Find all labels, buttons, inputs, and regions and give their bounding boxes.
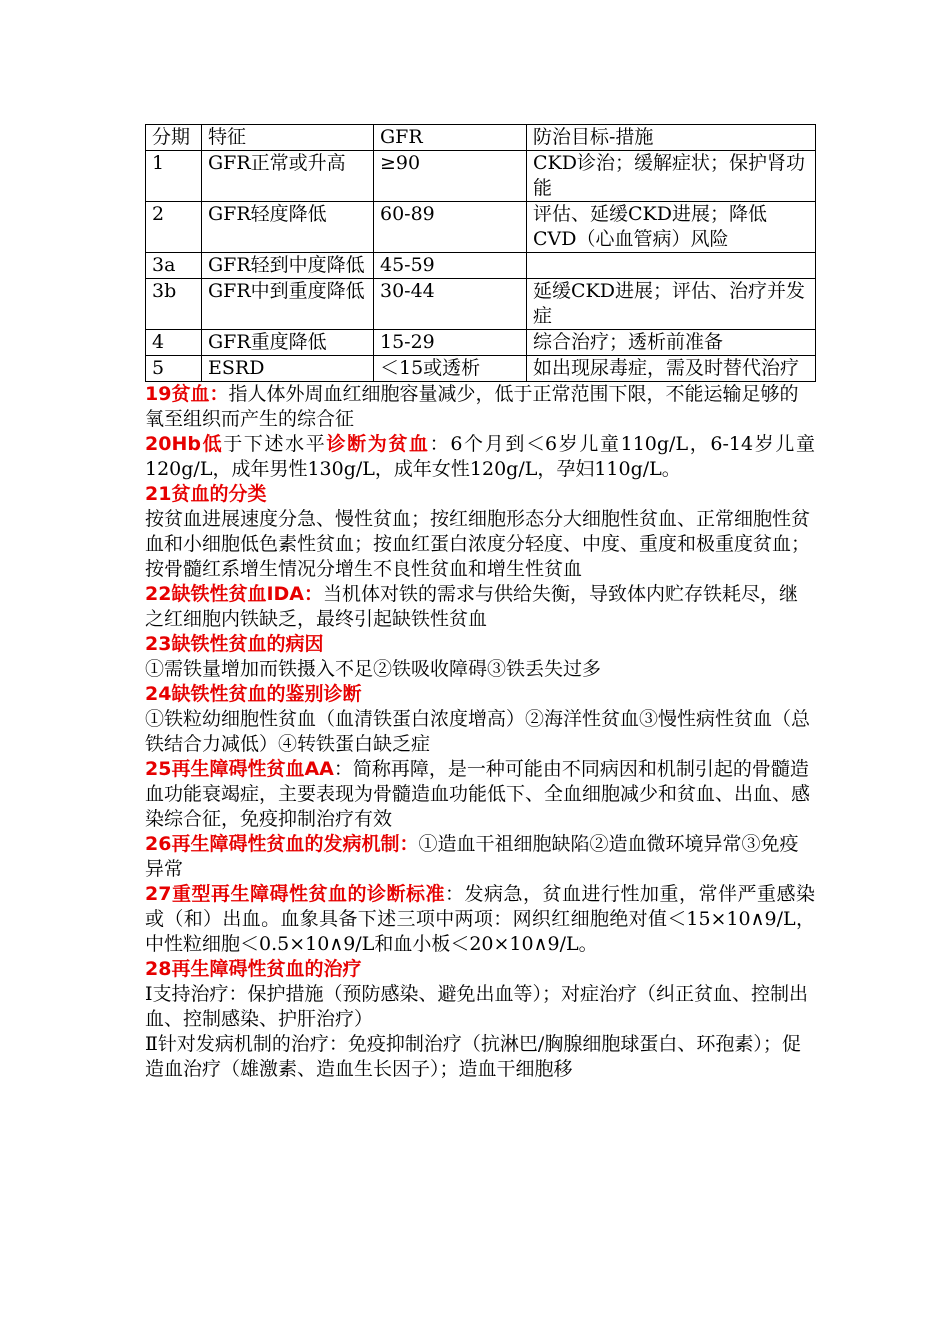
item-heading: 24缺铁性贫血的鉴别诊断 [145, 683, 362, 705]
table-cell: 5 [146, 356, 202, 382]
item-heading: 25再生障碍性贫血AA [145, 758, 334, 780]
table-cell: 3a [146, 253, 202, 279]
table-cell: GFR重度降低 [202, 330, 374, 356]
table-cell: 如出现尿毒症，需及时替代治疗 [527, 356, 816, 382]
table-row [146, 253, 816, 279]
item-body: 于下述水平 [223, 433, 327, 455]
item-25 [145, 757, 815, 832]
item-heading: 23缺铁性贫血的病因 [145, 633, 324, 655]
table-row [146, 202, 816, 253]
item-27 [145, 882, 815, 957]
table-row [146, 330, 816, 356]
table-cell: GFR轻度降低 [202, 202, 374, 253]
item-20 [145, 432, 815, 482]
table-cell: 1 [146, 151, 202, 202]
table-cell: CKD诊治；缓解症状；保护肾功能 [527, 151, 816, 202]
item-heading: 20Hb低 [145, 433, 224, 455]
item-28-body-1: Ⅰ支持治疗：保护措施（预防感染、避免出血等）；对症治疗（纠正贫血、控制出血、控制感染、护肝治疗） [145, 983, 809, 1030]
item-22 [145, 582, 815, 632]
item-28-body-2: Ⅱ针对发病机制的治疗：免疫抑制治疗（抗淋巴/胸腺细胞球蛋白、环孢素）；促造血治疗（雄激素、造血生长因子）；造血干细胞移 [145, 1033, 801, 1080]
item-26 [145, 832, 815, 882]
item-body: ：发病急，贫血进行性加重，常伴严重感染或（和）出血。血象具备下述三项中两项：网织红细胞绝对值＜15×10∧9/L，中性粒细胞＜0.5×10∧9/L和血小板＜20×10∧9/L。 [145, 883, 815, 955]
table-cell: 2 [146, 202, 202, 253]
table-cell: 综合治疗；透析前准备 [527, 330, 816, 356]
item-24 [145, 682, 815, 707]
item-heading: 27重型再生障碍性贫血的诊断标准 [145, 883, 445, 905]
table-cell: ESRD [202, 356, 374, 382]
item-body: 指人体外周血红细胞容量减少，低于正常范围下限，不能运输足够的氧至组织而产生的综合征 [145, 383, 799, 430]
table-cell: 30-44 [374, 279, 527, 330]
table-cell: 延缓CKD进展；评估、治疗并发症 [527, 279, 816, 330]
table-row [146, 279, 816, 330]
item-21 [145, 482, 815, 507]
table-row [146, 356, 816, 382]
table-cell [527, 253, 816, 279]
table-cell: GFR轻到中度降低 [202, 253, 374, 279]
table-header-cell: 防治目标-措施 [527, 125, 816, 151]
table-cell: GFR正常或升高 [202, 151, 374, 202]
item-body: ：6个月到＜6岁儿童110g/L，6-14岁儿童120g/L，成年男性130g/L，成年女性120g/L，孕妇110g/L。 [145, 433, 815, 480]
item-24-body: ①铁粒幼细胞性贫血（血清铁蛋白浓度增高）②海洋性贫血③慢性病性贫血（总铁结合力减低）④转铁蛋白缺乏症 [145, 708, 811, 755]
table-header-cell: 分期 [146, 125, 202, 151]
notes-body [145, 382, 815, 1082]
item-body: ：简称再障，是一种可能由不同病因和机制引起的骨髓造血功能衰竭症，主要表现为骨髓造血功能低下、全血细胞减少和贫血、出血、感染综合征，免疫抑制治疗有效 [145, 758, 811, 830]
table-cell: 60-89 [374, 202, 527, 253]
item-heading: 诊断为贫血 [326, 433, 430, 455]
item-19 [145, 382, 815, 432]
table-cell: ≥90 [374, 151, 527, 202]
table-cell: ＜15或透析 [374, 356, 527, 382]
table-cell: 3b [146, 279, 202, 330]
table-cell: 45-59 [374, 253, 527, 279]
table-header-row [146, 125, 816, 151]
item-heading: 19贫血： [145, 383, 229, 405]
item-heading: 28再生障碍性贫血的治疗 [145, 958, 362, 980]
table-cell: GFR中到重度降低 [202, 279, 374, 330]
item-body: 当机体对铁的需求与供给失衡，导致体内贮存铁耗尽，继之红细胞内铁缺乏，最终引起缺铁性贫血 [145, 583, 799, 630]
table-cell: 15-29 [374, 330, 527, 356]
table-cell: 4 [146, 330, 202, 356]
table-cell: 评估、延缓CKD进展；降低CVD（心血管病）风险 [527, 202, 816, 253]
ckd-stage-table [145, 124, 816, 382]
table-row [146, 151, 816, 202]
item-heading: 22缺铁性贫血IDA： [145, 583, 323, 605]
item-23 [145, 632, 815, 657]
item-heading: 21贫血的分类 [145, 483, 267, 505]
item-28 [145, 957, 815, 982]
item-body: ①造血干祖细胞缺陷②造血微环境异常③免疫异常 [145, 833, 799, 880]
table-header-cell: GFR [374, 125, 527, 151]
table-header-cell: 特征 [202, 125, 374, 151]
document-page [145, 124, 815, 1082]
item-23-body: ①需铁量增加而铁摄入不足②铁吸收障碍③铁丢失过多 [145, 658, 602, 680]
item-heading: 26再生障碍性贫血的发病机制： [145, 833, 419, 855]
item-21-body: 按贫血进展速度分急、慢性贫血；按红细胞形态分大细胞性贫血、正常细胞性贫血和小细胞低色素性贫血；按血红蛋白浓度分轻度、中度、重度和极重度贫血；按骨髓红系增生情况分增生不良性贫血和增生性贫血 [145, 508, 811, 580]
